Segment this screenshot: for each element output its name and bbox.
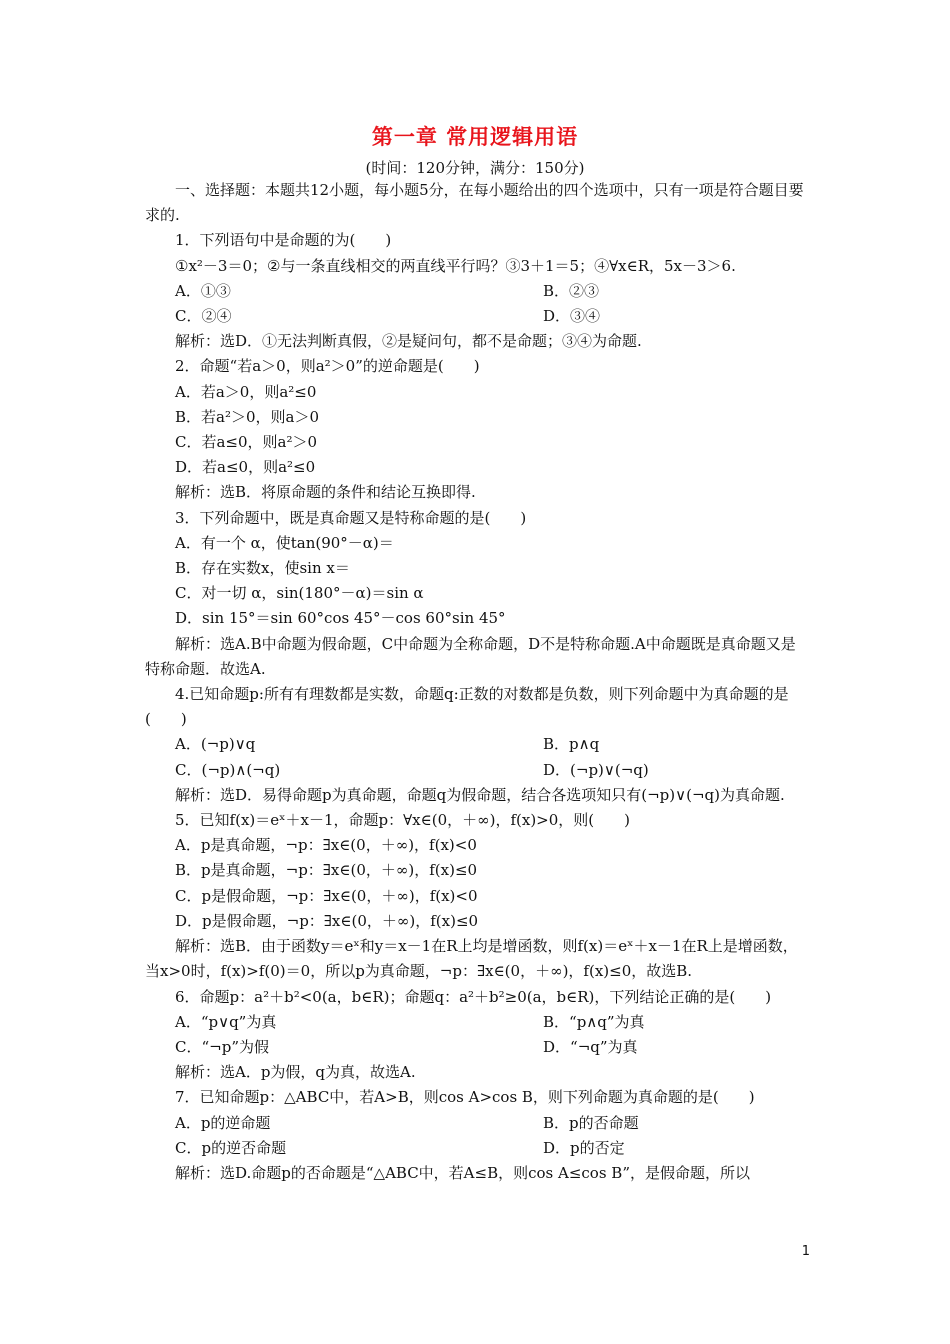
option-left: A．(¬p)∨q	[175, 735, 256, 754]
text-line: 解析：选B．由于函数y＝eˣ和y＝x－1在R上均是增函数，则f(x)＝eˣ＋x－1在R上是增函数，当x>0时，f(x)>f(0)＝0，所以p为真命题，¬p：∃x∈(0，＋∞)，f(x)≤0，故选B.	[145, 937, 798, 981]
option-left: C．(¬p)∧(¬q)	[175, 760, 281, 779]
option-right: D．p的否定	[543, 1138, 625, 1157]
option-right: D．“¬q”为真	[543, 1037, 638, 1056]
option-line: D．若a≤0，则a²≤0	[175, 458, 316, 477]
option-right: B．p的否命题	[543, 1113, 639, 1132]
option-line: C．p是假命题，¬p：∃x∈(0，＋∞)，f(x)<0	[175, 886, 478, 905]
text-line: 2．命题“若a＞0，则a²＞0”的逆命题是( )	[175, 357, 480, 376]
text-line: 4.已知命题p:所有有理数都是实数，命题q:正数的对数都是负数，则下列命题中为真命题的是( )	[145, 685, 789, 729]
option-line: A．p是真命题，¬p：∃x∈(0，＋∞)，f(x)<0	[175, 836, 477, 855]
text-line: 6．命题p：a²＋b²<0(a，b∈R)；命题q：a²＋b²≥0(a，b∈R)，下列结论正确的是( )	[175, 987, 772, 1006]
option-line: C．若a≤0，则a²＞0	[175, 433, 318, 452]
option-row	[145, 758, 807, 783]
option-left: C．②④	[175, 307, 232, 326]
question-body	[145, 178, 807, 1186]
option-line: D．sin 15°＝sin 60°cos 45°－cos 60°sin 45°	[175, 609, 506, 628]
text-line: 解析：选D．易得命题p为真命题，命题q为假命题，结合各选项知只有(¬p)∨(¬q)为真命题.	[175, 785, 785, 804]
option-left: A．“p∨q”为真	[175, 1012, 277, 1031]
text-line: 1．下列语句中是命题的为( )	[175, 231, 392, 250]
option-row	[145, 1010, 807, 1035]
option-row	[145, 1111, 807, 1136]
option-line: D．p是假命题，¬p：∃x∈(0，＋∞)，f(x)≤0	[175, 911, 479, 930]
option-row	[145, 1035, 807, 1060]
option-line: C．对一切 α，sin(180°－α)＝sin α	[175, 584, 424, 603]
option-line: A．有一个 α，使tan(90°－α)＝	[175, 533, 394, 552]
text-line: 解析：选D．①无法判断真假，②是疑问句，都不是命题；③④为命题.	[175, 332, 642, 351]
option-row	[145, 304, 807, 329]
option-right: B．“p∧q”为真	[543, 1012, 645, 1031]
text-line: 解析：选D.命题p的否命题是“△ABC中，若A≤B，则cos A≤cos B”，是假命题，所以	[175, 1163, 750, 1182]
text-line: ①x²－3＝0；②与一条直线相交的两直线平行吗？③3＋1＝5；④∀x∈R，5x－3＞6.	[175, 256, 736, 275]
chapter-title: 第一章 常用逻辑用语	[371, 125, 579, 149]
page-number: 1	[801, 1244, 810, 1259]
text-line: 解析：选B．将原命题的条件和结论互换即得.	[175, 483, 476, 502]
text-line: 一、选择题：本题共12小题，每小题5分，在每小题给出的四个选项中，只有一项是符合题目要求的.	[145, 181, 804, 225]
option-line: B．p是真命题，¬p：∃x∈(0，＋∞)，f(x)≤0	[175, 861, 478, 880]
option-right: D．③④	[543, 307, 601, 326]
option-left: C．“¬p”为假	[175, 1037, 269, 1056]
option-right: D．(¬p)∨(¬q)	[543, 760, 649, 779]
exam-info: (时间：120分钟，满分：150分)	[365, 159, 585, 177]
text-line: 解析：选A.B中命题为假命题，C中命题为全称命题，D不是特称命题.A中命题既是真命题又是特称命题．故选A.	[145, 634, 796, 678]
text-line: 3．下列命题中，既是真命题又是特称命题的是( )	[175, 508, 527, 527]
option-left: C．p的逆否命题	[175, 1138, 287, 1157]
text-line: 5．已知f(x)＝eˣ＋x－1，命题p：∀x∈(0，＋∞)，f(x)>0，则( )	[175, 811, 630, 830]
option-line: B．存在实数x，使sin x＝	[175, 559, 350, 578]
option-right: B．p∧q	[543, 735, 600, 754]
option-left: A．p的逆命题	[175, 1113, 271, 1132]
option-row	[145, 1136, 807, 1161]
text-line: 解析：选A．p为假，q为真，故选A.	[175, 1063, 416, 1082]
option-row	[145, 732, 807, 757]
option-left: A．①③	[175, 281, 231, 300]
option-row	[145, 279, 807, 304]
option-right: B．②③	[543, 281, 600, 300]
option-line: B．若a²＞0，则a＞0	[175, 407, 320, 426]
option-line: A．若a＞0，则a²≤0	[175, 382, 317, 401]
text-line: 7．已知命题p：△ABC中，若A>B，则cos A>cos B，则下列命题为真命题的是( )	[175, 1088, 755, 1107]
